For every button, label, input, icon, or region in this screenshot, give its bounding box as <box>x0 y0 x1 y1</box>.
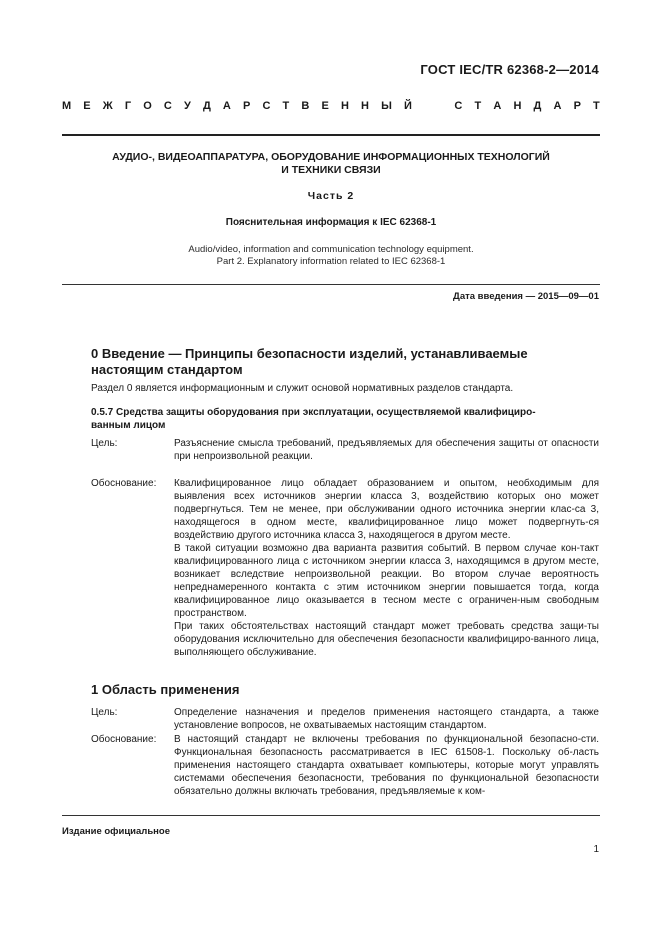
purpose-text: Определение назначения и пределов применения настоящего стандарта, а также установление вопросов, не охватываемых настоящим стандартом. <box>174 707 599 731</box>
document-title <box>62 151 600 177</box>
interstate-letter <box>439 100 442 112</box>
purpose-label: Цель: <box>91 438 118 449</box>
header-rule <box>62 134 600 136</box>
part-label: Часть 2 <box>307 190 355 202</box>
interstate-letter: А <box>222 100 231 112</box>
interstate-letter: О <box>143 100 152 112</box>
rationale-paragraph-3: При таких обстоятельствах настоящий стандарт может требовать средства защи-ты оборудования исключительно для обеспечения безопасности квалифициро-ванного лица, выполняющего обслуживание. <box>174 621 599 658</box>
interstate-letter: Д <box>533 100 542 112</box>
interstate-letter: С <box>262 100 271 112</box>
interstate-letter: Й <box>404 100 412 112</box>
document-subtitle: Пояснительная информация к IEC 62368-1 <box>225 217 437 228</box>
title-line-1: АУДИО-, ВИДЕОАППАРАТУРА, ОБОРУДОВАНИЕ ИНФОРМАЦИОННЫХ ТЕХНОЛОГИЙ <box>112 151 550 163</box>
rationale-label: Обоснование: <box>91 478 157 489</box>
interstate-letter: Н <box>361 100 369 112</box>
interstate-letter: Д <box>202 100 211 112</box>
interstate-letter: Е <box>83 100 91 112</box>
section-0-heading-line-1: 0 Введение — Принципы безопасности изделий, устанавливаемые <box>91 346 528 361</box>
interstate-letter: У <box>183 100 191 112</box>
section-0-intro: Раздел 0 является информационным и служит основой нормативных разделов стандарта. <box>91 383 514 394</box>
introduction-date: Дата введения — 2015—09—01 <box>453 291 599 302</box>
interstate-letter: С <box>454 100 463 112</box>
section-0-heading <box>91 346 591 378</box>
footer-rule <box>62 815 600 816</box>
subsection-heading-line-1: 0.5.7 Средства защиты оборудования при эксплуатации, осуществляемой квалифициро- <box>91 407 536 418</box>
section-1-heading: 1 Область применения <box>91 682 240 697</box>
interstate-letter: Р <box>573 100 581 112</box>
rationale-label: Обоснование: <box>91 734 157 745</box>
interstate-letter: М <box>62 100 72 112</box>
interstate-letter: В <box>301 100 310 112</box>
rationale-entry-0 <box>91 477 599 659</box>
purpose-entry-0 <box>91 437 599 463</box>
section-0-heading-line-2: настоящим стандартом <box>91 362 243 377</box>
interstate-letter: Ы <box>381 100 392 112</box>
subsection-0-5-7-heading <box>91 406 599 432</box>
interstate-letter: Г <box>124 100 132 112</box>
interstate-letter: Н <box>513 100 522 112</box>
interstate-letter: А <box>493 100 502 112</box>
rationale-entry-1 <box>91 733 599 798</box>
interstate-letter: Е <box>321 100 329 112</box>
interstate-letter: Т <box>593 100 600 112</box>
rationale-text <box>174 477 599 659</box>
page-number: 1 <box>593 844 599 855</box>
english-title-line-1: Audio/video, information and communication technology equipment. <box>188 244 474 255</box>
interstate-letter: С <box>163 100 172 112</box>
interstate-standard-heading <box>62 100 600 112</box>
rationale-paragraph-1: Квалифицированное лицо обладает образованием и опытом, необходимым для выявления всех источников энергии класса 3, воздействию которых оно может подвергнуться. Тем не менее, при обслуживании одного источника энергии клас-са 3, находящегося в одном месте, квалифицированное лицо может подвергнуть-ся воздействию другого источника класса 3, находящегося в другом месте. <box>174 478 599 541</box>
interstate-letter: Н <box>340 100 349 112</box>
gost-code: ГОСТ IEC/TR 62368-2—2014 <box>420 62 599 77</box>
interstate-letter: Р <box>243 100 251 112</box>
interstate-letter: Т <box>282 100 290 112</box>
subsection-heading-line-2: ванным лицом <box>91 420 166 431</box>
interstate-letter <box>424 100 427 112</box>
english-title-line-2: Part 2. Explanatory information related to IEC 62368-1 <box>216 256 446 267</box>
purpose-entry-1 <box>91 706 599 732</box>
rationale-text: В настоящий стандарт не включены требования по функциональной безопасно-сти. Функциональная безопасность рассматривается в IEC 61508-1. Поскольку об-ласть применения настоящего стандарта охватывает компьютеры, которые могут управлять системами обеспечения безопасности, требования по функциональной безопасности обязательно должны включать требования, предъявляемые к ком- <box>174 734 599 797</box>
official-edition-label: Издание официальное <box>62 826 170 837</box>
title-rule <box>62 284 600 285</box>
title-line-2: И ТЕХНИКИ СВЯЗИ <box>281 164 381 176</box>
purpose-text: Разъяснение смысла требований, предъявляемых для обеспечения защиты от опасности при непроизвольной реакции. <box>174 438 599 462</box>
interstate-letter: А <box>553 100 562 112</box>
purpose-label: Цель: <box>91 707 118 718</box>
interstate-letter: Т <box>474 100 482 112</box>
interstate-letter: Ж <box>102 100 113 112</box>
english-title <box>62 244 600 268</box>
rationale-paragraph-2: В такой ситуации возможно два варианта развития событий. В первом случае кон-такт квалифицированного лица с источником энергии класса 3, находящимся в другом месте, возникает вследствие непроизвольной реакции. Во втором случае вероятность непреднамеренного контакта с этим источником энергии повышается тогда, когда квалифицированное лицо оказывается в тесном месте с ограничен-ным свободным пространством. <box>174 543 599 619</box>
